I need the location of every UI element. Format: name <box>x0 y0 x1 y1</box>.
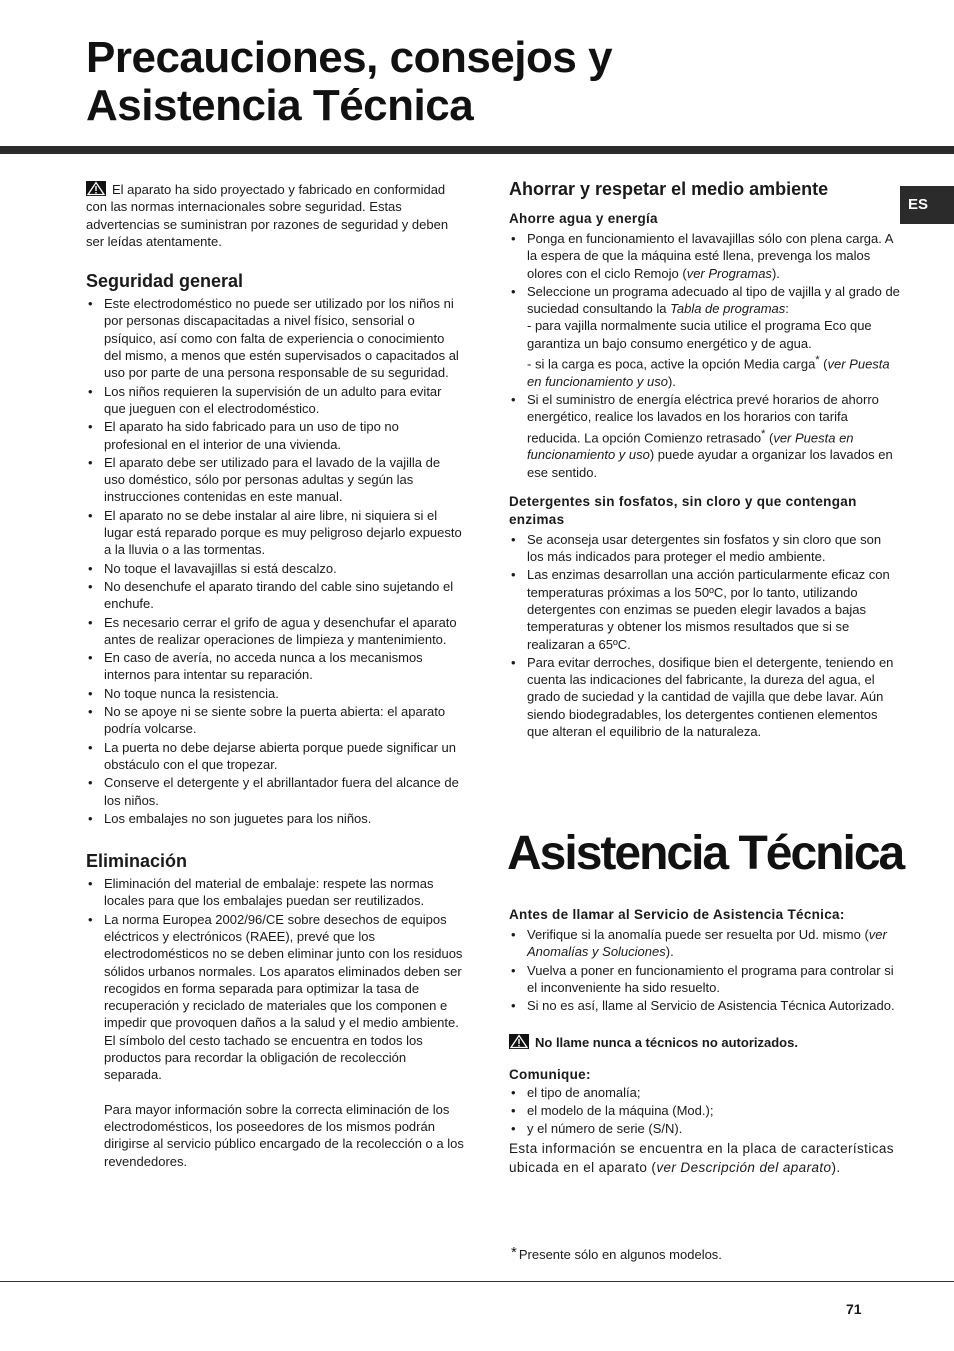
page-number: 71 <box>846 1301 862 1317</box>
list-item: • No desenchufe el aparato tirando del cable sino sujetando el enchufe. <box>86 578 464 613</box>
list-item: • Verifique si la anomalía puede ser resuelta por Ud. mismo (ver Anomalías y Soluciones). <box>509 926 901 961</box>
list-item: • Si no es así, llame al Servicio de Asistencia Técnica Autorizado. <box>509 997 901 1014</box>
intro-text: El aparato ha sido proyectado y fabricado en conformidad con las normas internacionales sobre seguridad. Estas advertencias se suministran por razones de seguridad y deben ser leídas atentamente. <box>86 182 449 249</box>
comunique-list <box>509 1084 901 1138</box>
asistencia-title: Asistencia Técnica <box>507 827 904 880</box>
list-item: • Es necesario cerrar el grifo de agua y desenchufar el aparato antes de realizar operaciones de limpieza y mantenimiento. <box>86 614 464 649</box>
ahorre-subheading: Ahorre agua y energía <box>509 211 658 226</box>
seguridad-heading: Seguridad general <box>86 271 244 292</box>
list-item: • Se aconseja usar detergentes sin fosfatos y sin cloro que son los más indicados para proteger el medio ambiente. <box>509 531 901 566</box>
language-tab: ES <box>900 186 954 224</box>
comunique-subheading: Comunique: <box>509 1066 591 1082</box>
list-item: • Vuelva a poner en funcionamiento el programa para controlar si el inconveniente ha sido resuelto. <box>509 962 901 997</box>
header-rule <box>0 146 954 154</box>
info-paragraph: Esta información se encuentra en la placa de características ubicada en el aparato (ver Descripción del aparato). <box>509 1140 894 1175</box>
eliminacion-heading: Eliminación <box>86 851 188 872</box>
list-item: • el tipo de anomalía; <box>509 1084 901 1101</box>
list-item: • Conserve el detergente y el abrillantador fuera del alcance de los niños. <box>86 774 464 809</box>
eliminacion-list <box>86 875 464 1084</box>
list-item: • No toque nunca la resistencia. <box>86 685 464 702</box>
list-item: • En caso de avería, no acceda nunca a los mecanismos internos para intentar su reparación. <box>86 649 464 684</box>
intro-paragraph <box>86 181 464 250</box>
eliminacion-paragraph: Para mayor información sobre la correcta eliminación de los electrodomésticos, los poseedores de los mismos podrán dirigirse al servicio público encargado de la recolección o a los revendedores. <box>104 1101 464 1169</box>
list-item: • Ponga en funcionamiento el lavavajillas sólo con plena carga. A la espera de que la máquina esté llena, prevenga los malos olores con el ciclo Remojo (ver Programas). <box>509 230 901 282</box>
cross-reference: ver Descripción del aparato <box>656 1159 832 1175</box>
list-item: • Si el suministro de energía eléctrica prevé horarios de ahorro energético, realice los lavados en los horarios con tarifa reducida. La opción Comienzo retrasado* (ver Puesta en funcionamiento y uso) puede ayudar a organizar los lavados en ese sentido. <box>509 391 901 481</box>
detergentes-subheading: Detergentes sin fosfatos, sin cloro y que contengan enzimas <box>509 493 857 527</box>
left-column <box>86 181 464 1170</box>
warning-icon <box>86 181 106 196</box>
cross-reference: ver Anomalías y Soluciones <box>527 927 887 960</box>
footnote-text: Presente sólo en algunos modelos. <box>518 1247 722 1262</box>
seguridad-list <box>86 295 464 827</box>
cross-reference: ver Puesta en funcionamiento y uso <box>527 429 854 463</box>
detergentes-list <box>509 531 901 741</box>
title-line-1: Precauciones, consejos y <box>86 33 613 82</box>
list-item: • Los niños requieren la supervisión de un adulto para evitar que jueguen con el electrodoméstico. <box>86 383 464 418</box>
cross-reference: ver Programas <box>686 265 772 281</box>
list-item: • No toque el lavavajillas si está descalzo. <box>86 560 464 577</box>
right-column <box>509 178 901 741</box>
footer-rule <box>0 1281 954 1282</box>
list-item: • Eliminación del material de embalaje: respete las normas locales para que los embalajes puedan ser reutilizados. <box>86 875 464 910</box>
list-item: • El aparato ha sido fabricado para un uso de tipo no profesional en el interior de una vivienda. <box>86 418 464 453</box>
footnote: * Presente sólo en algunos modelos. <box>511 1244 722 1262</box>
list-item: • Los embalajes no son juguetes para los niños. <box>86 810 464 827</box>
list-item: • Seleccione un programa adecuado al tipo de vajilla y al grado de suciedad consultando la Tabla de programas: - para vajilla normalmente sucia utilice el programa Eco que garantiza un bajo consumo energético y de agua. - si la carga es poca, active la opción Media carga* (ver Puesta en funcionamiento y uso). <box>509 283 901 390</box>
title-line-2: Asistencia Técnica <box>86 81 474 130</box>
ahorre-list <box>509 230 901 481</box>
antes-subheading: Antes de llamar al Servicio de Asistencia Técnica: <box>509 907 845 922</box>
list-item: • y el número de serie (S/N). <box>509 1120 901 1137</box>
page-title <box>86 34 612 130</box>
list-item: • El aparato no se debe instalar al aire libre, ni siquiera si el lugar está reparado porque es muy peligroso dejarlo expuesto a la lluvia o a las tormentas. <box>86 507 464 559</box>
list-item: • Para evitar derroches, dosifique bien el detergente, teniendo en cuenta las indicaciones del fabricante, la dureza del agua, el grado de suciedad y la cantidad de vajilla que debe lavar. Aún siendo biodegradables, los detergentes contienen elementos que alteran el equilibrio de la naturaleza. <box>509 654 901 740</box>
cross-reference: ver Puesta en funcionamiento y uso <box>527 356 890 389</box>
list-item: • el modelo de la máquina (Mod.); <box>509 1102 901 1119</box>
list-item: • Este electrodoméstico no puede ser utilizado por los niños ni por personas discapacitadas a nivel físico, sensorial o psíquico, así como con falta de experiencia o conocimiento del mismo, a menos que estén supervisados o capacitados al uso por parte de una persona responsable de su seguridad. <box>86 295 464 381</box>
list-item: • El aparato debe ser utilizado para el lavado de la vajilla de uso doméstico, sólo por personas adultas y según las instrucciones contenidas en este manual. <box>86 454 464 506</box>
list-item: • Las enzimas desarrollan una acción particularmente eficaz con temperaturas próximas a los 50ºC, por lo tanto, utilizando detergentes con enzimas se pueden elegir lavados a bajas temperaturas y obtener los mismos resultados que si se realizaran a 65ºC. <box>509 566 901 652</box>
asistencia-column <box>509 906 901 1177</box>
antes-list <box>509 926 901 1014</box>
list-item: • No se apoye ni se siente sobre la puerta abierta: el aparato podría volcarse. <box>86 703 464 738</box>
ahorrar-heading: Ahorrar y respetar el medio ambiente <box>509 179 829 199</box>
list-item: • La puerta no debe dejarse abierta porque puede significar un obstáculo con el que tropezar. <box>86 739 464 774</box>
list-item: • La norma Europea 2002/96/CE sobre desechos de equipos eléctricos y electrónicos (RAEE), prevé que los electrodomésticos no se deben eliminar junto con los residuos sólidos urbanos normales. Los aparatos eliminados deben ser recogidos en forma separada para optimizar la tasa de recuperación y reciclado de materiales que los componen e impedir que provoquen daños a la salud y el medio ambiente. El símbolo del cesto tachado se encuentra en todos los productos para recordar la obligación de recolección separada. <box>86 911 464 1084</box>
cross-reference: Tabla de programas <box>670 301 786 317</box>
warning-icon <box>509 1034 529 1049</box>
warning-line <box>509 1034 901 1051</box>
warning-text: No llame nunca a técnicos no autorizados. <box>535 1035 798 1051</box>
